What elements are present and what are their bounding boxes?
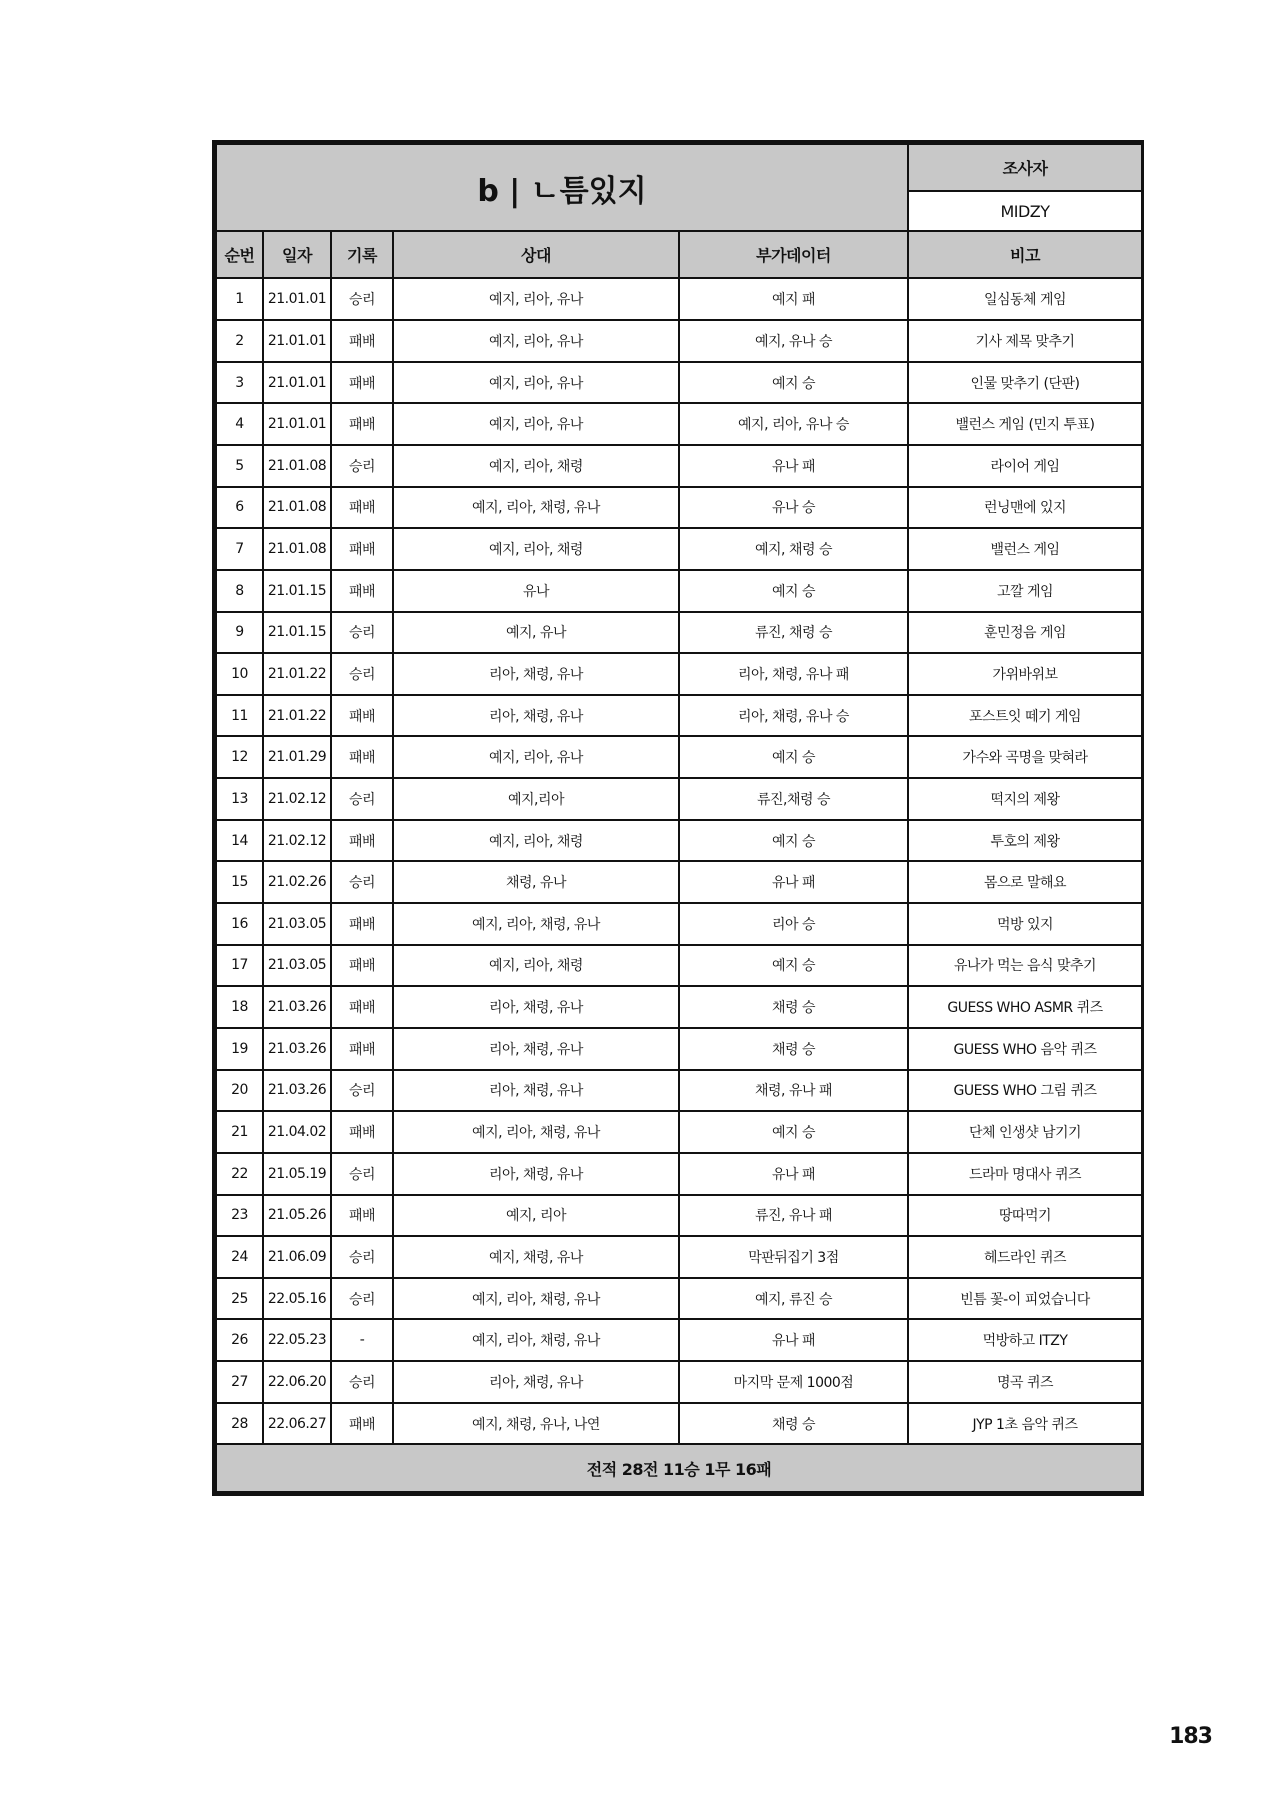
table-row xyxy=(216,903,1142,945)
row-date: 21.03.26 xyxy=(263,1028,331,1070)
row-result: 승리 xyxy=(331,445,393,487)
row-result: 패배 xyxy=(331,945,393,987)
row-result: 패배 xyxy=(331,903,393,945)
row-note: 가위바위보 xyxy=(908,653,1142,695)
table-row xyxy=(216,1111,1142,1153)
row-date: 21.01.08 xyxy=(263,445,331,487)
row-result: 승리 xyxy=(331,1278,393,1320)
row-number: 20 xyxy=(216,1070,263,1112)
row-note: 런닝맨에 있지 xyxy=(908,487,1142,529)
row-number: 26 xyxy=(216,1319,263,1361)
row-note: 드라마 명대사 퀴즈 xyxy=(908,1153,1142,1195)
row-extra-data: 예지, 류진 승 xyxy=(679,1278,908,1320)
row-number: 22 xyxy=(216,1153,263,1195)
row-opponent: 유나 xyxy=(393,570,679,612)
row-extra-data: 마지막 문제 1000점 xyxy=(679,1361,908,1403)
row-note: GUESS WHO 음악 퀴즈 xyxy=(908,1028,1142,1070)
row-opponent: 예지, 리아, 채령, 유나 xyxy=(393,1319,679,1361)
header-date: 일자 xyxy=(263,231,331,278)
row-opponent: 예지, 리아, 채령, 유나 xyxy=(393,1278,679,1320)
row-extra-data: 리아 승 xyxy=(679,903,908,945)
row-opponent: 예지, 채령, 유나 xyxy=(393,1236,679,1278)
row-number: 3 xyxy=(216,362,263,404)
row-number: 18 xyxy=(216,986,263,1028)
row-note: 먹방하고 ITZY xyxy=(908,1319,1142,1361)
row-opponent: 리아, 채령, 유나 xyxy=(393,695,679,737)
row-extra-data: 리아, 채령, 유나 승 xyxy=(679,695,908,737)
row-date: 21.01.15 xyxy=(263,612,331,654)
row-note: 가수와 곡명을 맞혀라 xyxy=(908,736,1142,778)
row-result: 승리 xyxy=(331,653,393,695)
table-row xyxy=(216,1403,1142,1445)
row-date: 21.03.26 xyxy=(263,1070,331,1112)
row-number: 11 xyxy=(216,695,263,737)
row-extra-data: 류진,채령 승 xyxy=(679,778,908,820)
row-result: 승리 xyxy=(331,861,393,903)
row-date: 21.02.12 xyxy=(263,778,331,820)
header-extra-data: 부가데이터 xyxy=(679,231,908,278)
table-row xyxy=(216,487,1142,529)
header-note: 비고 xyxy=(908,231,1142,278)
column-header-row xyxy=(216,231,1142,278)
record-sheet xyxy=(212,140,1144,1496)
row-result: 패배 xyxy=(331,1195,393,1237)
records-table xyxy=(215,143,1143,1493)
row-extra-data: 예지 승 xyxy=(679,820,908,862)
row-number: 19 xyxy=(216,1028,263,1070)
row-extra-data: 채령, 유나 패 xyxy=(679,1070,908,1112)
row-result: 패배 xyxy=(331,362,393,404)
row-note: 먹방 있지 xyxy=(908,903,1142,945)
row-result: 승리 xyxy=(331,1153,393,1195)
header-result: 기록 xyxy=(331,231,393,278)
row-date: 22.05.23 xyxy=(263,1319,331,1361)
row-date: 21.01.22 xyxy=(263,653,331,695)
row-extra-data: 예지 패 xyxy=(679,278,908,320)
row-number: 25 xyxy=(216,1278,263,1320)
row-opponent: 예지, 리아, 채령, 유나 xyxy=(393,487,679,529)
row-extra-data: 유나 패 xyxy=(679,1319,908,1361)
row-date: 22.06.27 xyxy=(263,1403,331,1445)
row-date: 21.03.05 xyxy=(263,903,331,945)
records-table-body xyxy=(216,144,1142,1492)
row-number: 27 xyxy=(216,1361,263,1403)
table-row xyxy=(216,1153,1142,1195)
row-note: 훈민정음 게임 xyxy=(908,612,1142,654)
row-extra-data: 유나 패 xyxy=(679,445,908,487)
title-row xyxy=(216,144,1142,191)
row-number: 17 xyxy=(216,945,263,987)
investigator-label: 조사자 xyxy=(908,144,1142,191)
table-row xyxy=(216,1361,1142,1403)
row-number: 28 xyxy=(216,1403,263,1445)
row-note: 몸으로 말해요 xyxy=(908,861,1142,903)
row-number: 8 xyxy=(216,570,263,612)
table-row xyxy=(216,403,1142,445)
row-note: 땅따먹기 xyxy=(908,1195,1142,1237)
row-number: 21 xyxy=(216,1111,263,1153)
table-row xyxy=(216,1236,1142,1278)
table-row xyxy=(216,1028,1142,1070)
table-row xyxy=(216,861,1142,903)
row-result: 패배 xyxy=(331,403,393,445)
row-opponent: 예지, 리아, 채령, 유나 xyxy=(393,1111,679,1153)
investigator-value: MIDZY xyxy=(908,191,1142,231)
row-opponent: 채령, 유나 xyxy=(393,861,679,903)
row-date: 21.04.02 xyxy=(263,1111,331,1153)
table-row xyxy=(216,528,1142,570)
row-date: 21.03.05 xyxy=(263,945,331,987)
row-date: 21.01.01 xyxy=(263,320,331,362)
row-extra-data: 예지 승 xyxy=(679,362,908,404)
row-date: 21.01.08 xyxy=(263,528,331,570)
row-extra-data: 예지, 채령 승 xyxy=(679,528,908,570)
row-note: 단체 인생샷 남기기 xyxy=(908,1111,1142,1153)
row-note: 밸런스 게임 (민지 투표) xyxy=(908,403,1142,445)
row-number: 10 xyxy=(216,653,263,695)
row-number: 5 xyxy=(216,445,263,487)
row-number: 16 xyxy=(216,903,263,945)
row-note: 유나가 먹는 음식 맞추기 xyxy=(908,945,1142,987)
row-result: 패배 xyxy=(331,1403,393,1445)
row-date: 21.06.09 xyxy=(263,1236,331,1278)
row-note: JYP 1초 음악 퀴즈 xyxy=(908,1403,1142,1445)
row-opponent: 예지, 리아, 채령 xyxy=(393,820,679,862)
row-opponent: 예지, 리아 xyxy=(393,1195,679,1237)
header-opponent: 상대 xyxy=(393,231,679,278)
row-extra-data: 유나 패 xyxy=(679,861,908,903)
total-summary: 전적 28전 11승 1무 16패 xyxy=(216,1444,1142,1492)
row-extra-data: 채령 승 xyxy=(679,1403,908,1445)
row-opponent: 예지, 채령, 유나, 나연 xyxy=(393,1403,679,1445)
row-extra-data: 류진, 유나 패 xyxy=(679,1195,908,1237)
row-result: 패배 xyxy=(331,695,393,737)
row-result: 패배 xyxy=(331,487,393,529)
row-result: 패배 xyxy=(331,1111,393,1153)
header-number: 순번 xyxy=(216,231,263,278)
row-extra-data: 유나 패 xyxy=(679,1153,908,1195)
row-date: 21.01.29 xyxy=(263,736,331,778)
row-note: 헤드라인 퀴즈 xyxy=(908,1236,1142,1278)
row-opponent: 예지,리아 xyxy=(393,778,679,820)
row-opponent: 예지, 리아, 채령, 유나 xyxy=(393,903,679,945)
row-number: 12 xyxy=(216,736,263,778)
row-extra-data: 리아, 채령, 유나 패 xyxy=(679,653,908,695)
row-opponent: 리아, 채령, 유나 xyxy=(393,1028,679,1070)
row-date: 21.02.26 xyxy=(263,861,331,903)
row-opponent: 예지, 리아, 유나 xyxy=(393,736,679,778)
row-date: 21.05.26 xyxy=(263,1195,331,1237)
row-opponent: 리아, 채령, 유나 xyxy=(393,1361,679,1403)
row-extra-data: 류진, 채령 승 xyxy=(679,612,908,654)
row-result: 승리 xyxy=(331,778,393,820)
row-date: 21.01.22 xyxy=(263,695,331,737)
row-opponent: 예지, 리아, 유나 xyxy=(393,403,679,445)
table-row xyxy=(216,1070,1142,1112)
row-result: 패배 xyxy=(331,320,393,362)
table-row xyxy=(216,820,1142,862)
row-extra-data: 막판뒤집기 3점 xyxy=(679,1236,908,1278)
row-date: 21.01.01 xyxy=(263,278,331,320)
row-number: 13 xyxy=(216,778,263,820)
row-result: 승리 xyxy=(331,612,393,654)
table-row xyxy=(216,986,1142,1028)
row-opponent: 리아, 채령, 유나 xyxy=(393,1070,679,1112)
row-note: 밸런스 게임 xyxy=(908,528,1142,570)
row-opponent: 리아, 채령, 유나 xyxy=(393,986,679,1028)
row-note: 포스트잇 떼기 게임 xyxy=(908,695,1142,737)
table-row xyxy=(216,1195,1142,1237)
row-date: 21.01.01 xyxy=(263,403,331,445)
table-row xyxy=(216,445,1142,487)
row-number: 14 xyxy=(216,820,263,862)
row-opponent: 예지, 리아, 채령 xyxy=(393,445,679,487)
row-number: 24 xyxy=(216,1236,263,1278)
row-date: 22.06.20 xyxy=(263,1361,331,1403)
row-opponent: 예지, 유나 xyxy=(393,612,679,654)
row-date: 22.05.16 xyxy=(263,1278,331,1320)
row-number: 9 xyxy=(216,612,263,654)
row-extra-data: 예지 승 xyxy=(679,1111,908,1153)
row-note: 인물 맞추기 (단판) xyxy=(908,362,1142,404)
row-note: GUESS WHO ASMR 퀴즈 xyxy=(908,986,1142,1028)
row-note: 투호의 제왕 xyxy=(908,820,1142,862)
row-extra-data: 예지, 리아, 유나 승 xyxy=(679,403,908,445)
row-result: 패배 xyxy=(331,820,393,862)
row-extra-data: 예지, 유나 승 xyxy=(679,320,908,362)
row-date: 21.01.08 xyxy=(263,487,331,529)
row-opponent: 예지, 리아, 채령 xyxy=(393,528,679,570)
row-opponent: 예지, 리아, 유나 xyxy=(393,362,679,404)
row-opponent: 예지, 리아, 유나 xyxy=(393,320,679,362)
row-note: 라이어 게임 xyxy=(908,445,1142,487)
row-date: 21.05.19 xyxy=(263,1153,331,1195)
row-number: 23 xyxy=(216,1195,263,1237)
row-number: 6 xyxy=(216,487,263,529)
row-extra-data: 예지 승 xyxy=(679,736,908,778)
row-result: 승리 xyxy=(331,1236,393,1278)
table-row xyxy=(216,945,1142,987)
row-date: 21.01.01 xyxy=(263,362,331,404)
table-row xyxy=(216,570,1142,612)
row-opponent: 리아, 채령, 유나 xyxy=(393,1153,679,1195)
table-row xyxy=(216,1319,1142,1361)
row-result: 패배 xyxy=(331,570,393,612)
table-row xyxy=(216,736,1142,778)
table-row xyxy=(216,320,1142,362)
row-note: GUESS WHO 그림 퀴즈 xyxy=(908,1070,1142,1112)
row-extra-data: 채령 승 xyxy=(679,1028,908,1070)
row-number: 15 xyxy=(216,861,263,903)
row-opponent: 예지, 리아, 채령 xyxy=(393,945,679,987)
row-number: 4 xyxy=(216,403,263,445)
table-row xyxy=(216,278,1142,320)
row-note: 기사 제목 맞추기 xyxy=(908,320,1142,362)
row-extra-data: 채령 승 xyxy=(679,986,908,1028)
row-extra-data: 예지 승 xyxy=(679,570,908,612)
row-result: 승리 xyxy=(331,278,393,320)
table-row xyxy=(216,653,1142,695)
row-note: 빈틈 꽃-이 피었습니다 xyxy=(908,1278,1142,1320)
row-note: 명곡 퀴즈 xyxy=(908,1361,1142,1403)
row-date: 21.03.26 xyxy=(263,986,331,1028)
sheet-title: b | ㄴ틈있지 xyxy=(216,144,908,231)
row-opponent: 리아, 채령, 유나 xyxy=(393,653,679,695)
row-result: 패배 xyxy=(331,1028,393,1070)
table-row xyxy=(216,612,1142,654)
table-row xyxy=(216,778,1142,820)
page-number: 183 xyxy=(1169,1724,1212,1749)
row-result: 승리 xyxy=(331,1070,393,1112)
row-note: 떡지의 제왕 xyxy=(908,778,1142,820)
row-extra-data: 예지 승 xyxy=(679,945,908,987)
row-date: 21.01.15 xyxy=(263,570,331,612)
row-number: 2 xyxy=(216,320,263,362)
row-result: 패배 xyxy=(331,986,393,1028)
row-number: 7 xyxy=(216,528,263,570)
table-row xyxy=(216,1278,1142,1320)
row-result: 패배 xyxy=(331,736,393,778)
row-note: 고깔 게임 xyxy=(908,570,1142,612)
row-result: 승리 xyxy=(331,1361,393,1403)
row-result: 패배 xyxy=(331,528,393,570)
row-note: 일심동체 게임 xyxy=(908,278,1142,320)
row-opponent: 예지, 리아, 유나 xyxy=(393,278,679,320)
total-row xyxy=(216,1444,1142,1492)
row-number: 1 xyxy=(216,278,263,320)
row-extra-data: 유나 승 xyxy=(679,487,908,529)
table-row xyxy=(216,695,1142,737)
row-result: - xyxy=(331,1319,393,1361)
table-row xyxy=(216,362,1142,404)
row-date: 21.02.12 xyxy=(263,820,331,862)
